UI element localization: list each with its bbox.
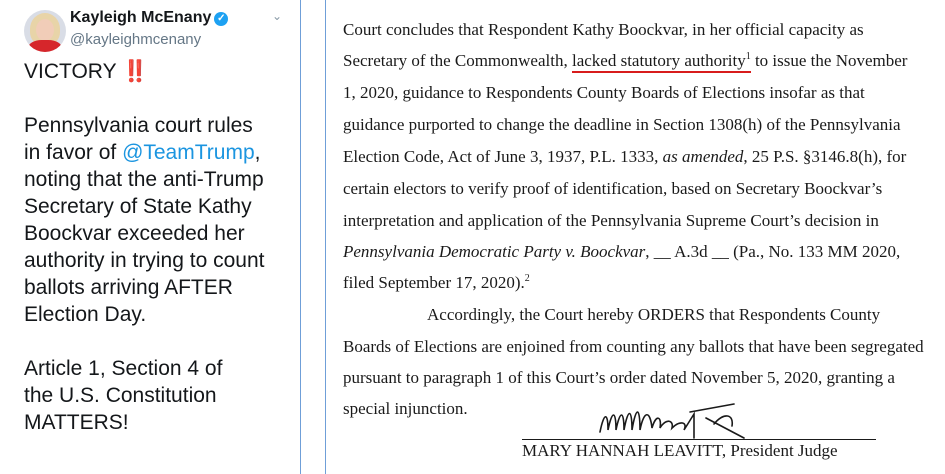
doc-line: filed September 17, 2020).$^2$: [343, 273, 530, 292]
tweet-line: MATTERS!: [24, 411, 129, 434]
footnote-marker: 1: [745, 51, 751, 62]
avatar[interactable]: [24, 10, 66, 52]
handle[interactable]: @kayleighmcenany: [70, 31, 202, 48]
footnote-marker: 2: [524, 273, 530, 284]
tweet-line: Secretary of State Kathy: [24, 195, 252, 218]
tweet-line: ballots arriving AFTER: [24, 276, 233, 299]
avatar-face: [36, 19, 54, 41]
doc-line: Boards of Elections are enjoined from counting any ballots that have been segregated: [343, 337, 924, 356]
doc-line: Secretary of the Commonwealth, lacked statutory authority$^1$ to issue the November: [343, 51, 907, 71]
doc-line: special injunction.: [343, 399, 468, 418]
doc-line: guidance purported to change the deadline in Section 1308(h) of the Pennsylvania: [343, 115, 901, 134]
doc-line: certain electors to verify proof of identification, based on Secretary Boockvar’s: [343, 179, 883, 198]
doc-line: Election Code, Act of June 3, 1937, P.L. 1333, as amended, 25 P.S. §3146.8(h), for: [343, 147, 907, 166]
tweet-line: Article 1, Section 4 of: [24, 357, 223, 380]
doc-line: pursuant to paragraph 1 of this Court’s order dated November 5, 2020, granting a: [343, 368, 895, 387]
tweet-line: Election Day.: [24, 303, 147, 326]
display-name[interactable]: [70, 9, 228, 27]
tweet-line: the U.S. Constitution: [24, 384, 217, 407]
mention-link[interactable]: @TeamTrump: [122, 141, 255, 164]
verified-badge-icon: ✓: [214, 12, 228, 26]
double-exclamation-icon: ‼️: [122, 60, 150, 83]
doc-line: interpretation and application of the Pennsylvania Supreme Court’s decision in: [343, 211, 879, 230]
tweet-line: Pennsylvania court rules: [24, 114, 253, 137]
chevron-down-icon[interactable]: ⌄: [272, 9, 283, 23]
tweet-line: authority in trying to count: [24, 249, 265, 272]
paragraph-gap: [24, 328, 298, 355]
display-name-text[interactable]: Kayleigh McEnany: [70, 9, 212, 26]
judge-signature-name: MARY HANNAH LEAVITT, President Judge: [522, 441, 838, 460]
tweet-panel: [0, 0, 301, 474]
tweet-line: VICTORY ‼️: [24, 60, 150, 83]
doc-line: 1, 2020, guidance to Respondents County Boards of Elections insofar as that: [343, 83, 865, 102]
tweet-text: [24, 58, 298, 436]
highlighted-phrase: lacked statutory authority$^1$: [572, 51, 751, 73]
doc-line: Court concludes that Respondent Kathy Boockvar, in her official capacity as: [343, 20, 864, 39]
tweet-line: in favor of @TeamTrump,: [24, 141, 261, 164]
tweet-line: Boockvar exceeded her: [24, 222, 245, 245]
avatar-shirt: [28, 40, 62, 52]
court-document: [325, 0, 945, 474]
doc-line: Pennsylvania Democratic Party v. Boockvar, __ A.3d __ (Pa., No. 133 MM 2020,: [343, 242, 901, 261]
tweet-line: noting that the anti-Trump: [24, 168, 264, 191]
signature-line: [522, 439, 876, 440]
doc-line: Accordingly, the Court hereby ORDERS that Respondents County: [427, 305, 881, 324]
paragraph-gap: [24, 85, 298, 112]
